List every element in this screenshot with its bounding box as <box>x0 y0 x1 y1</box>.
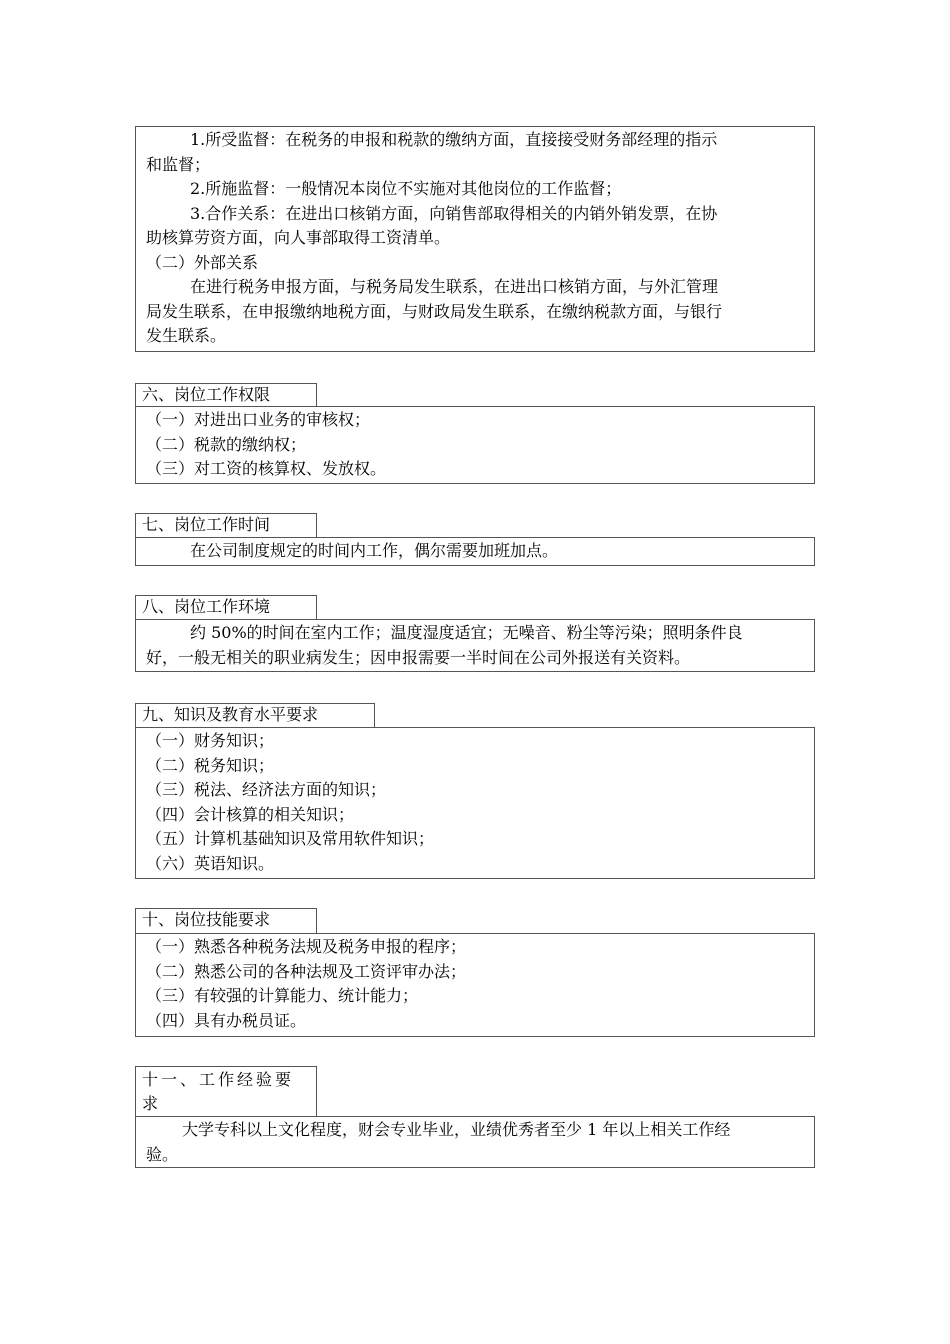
supervision-received: 1.所受监督：在税务的申报和税款的缴纳方面，直接接受财务部经理的指示 <box>190 130 718 149</box>
external-relations-heading: （二）外部关系 <box>146 252 259 272</box>
experience-title-line-1: 十一、工作经验要 <box>142 1070 295 1089</box>
cooperation-relation-cont: 助核算劳资方面，向人事部取得工资清单。 <box>146 228 451 247</box>
list-item: （四）会计核算的相关知识； <box>146 804 355 824</box>
section-body-knowledge <box>135 727 815 879</box>
external-relations-text-3: 发生联系。 <box>146 326 227 345</box>
section-title-environment: 八、岗位工作环境 <box>135 595 317 619</box>
section-title-work-time: 七、岗位工作时间 <box>135 513 317 537</box>
section-title-knowledge: 九、知识及教育水平要求 <box>135 703 375 728</box>
list-item: （一）对进出口业务的审核权； <box>146 410 371 429</box>
list-item: （四）具有办税员证。 <box>146 1010 307 1030</box>
external-relations-text-1: 在进行税务申报方面，与税务局发生联系，在进出口核销方面，与外汇管理 <box>190 277 719 296</box>
environment-text-2: 好，一般无相关的职业病发生；因申报需要一半时间在公司外报送有关资料。 <box>146 647 691 667</box>
supervision-received-cont: 和监督； <box>146 154 211 174</box>
relations-block <box>135 126 815 352</box>
section-body-environment <box>135 619 815 672</box>
list-item: （五）计算机基础知识及常用软件知识； <box>146 829 435 848</box>
experience-title-line-2: 求 <box>142 1094 159 1113</box>
section-title-skills: 十、岗位技能要求 <box>135 908 317 933</box>
environment-text-1: 约 50%的时间在室内工作；温度湿度适宜；无噪音、粉尘等污染；照明条件良 <box>190 623 743 642</box>
list-item: （二）税款的缴纳权； <box>146 434 307 454</box>
section-title-experience <box>135 1066 317 1116</box>
list-item: （三）对工资的核算权、发放权。 <box>146 459 387 478</box>
list-item: （六）英语知识。 <box>146 853 275 873</box>
list-item: （三）税法、经济法方面的知识； <box>146 780 387 799</box>
list-item: （二）税务知识； <box>146 755 275 775</box>
work-time-text: 在公司制度规定的时间内工作，偶尔需要加班加点。 <box>190 541 559 560</box>
external-relations-text-2: 局发生联系，在申报缴纳地税方面，与财政局发生联系，在缴纳税款方面，与银行 <box>146 301 723 321</box>
section-body-skills <box>135 933 815 1037</box>
list-item: （三）有较强的计算能力、统计能力； <box>146 986 419 1005</box>
section-body-experience <box>135 1116 815 1168</box>
list-item: （二）熟悉公司的各种法规及工资评审办法； <box>146 961 467 981</box>
supervision-given: 2.所施监督：一般情况本岗位不实施对其他岗位的工作监督； <box>190 179 622 198</box>
section-body-authority <box>135 406 815 484</box>
cooperation-relation: 3.合作关系：在进出口核销方面，向销售部取得相关的内销外销发票，在协 <box>190 203 718 223</box>
experience-text-1: 大学专科以上文化程度，财会专业毕业，业绩优秀者至少 1 年以上相关工作经 <box>182 1120 731 1139</box>
list-item: （一）财务知识； <box>146 731 275 750</box>
section-body-work-time <box>135 537 815 566</box>
experience-text-2: 验。 <box>146 1144 179 1164</box>
list-item: （一）熟悉各种税务法规及税务申报的程序； <box>146 937 467 956</box>
section-title-authority: 六、岗位工作权限 <box>135 383 317 407</box>
